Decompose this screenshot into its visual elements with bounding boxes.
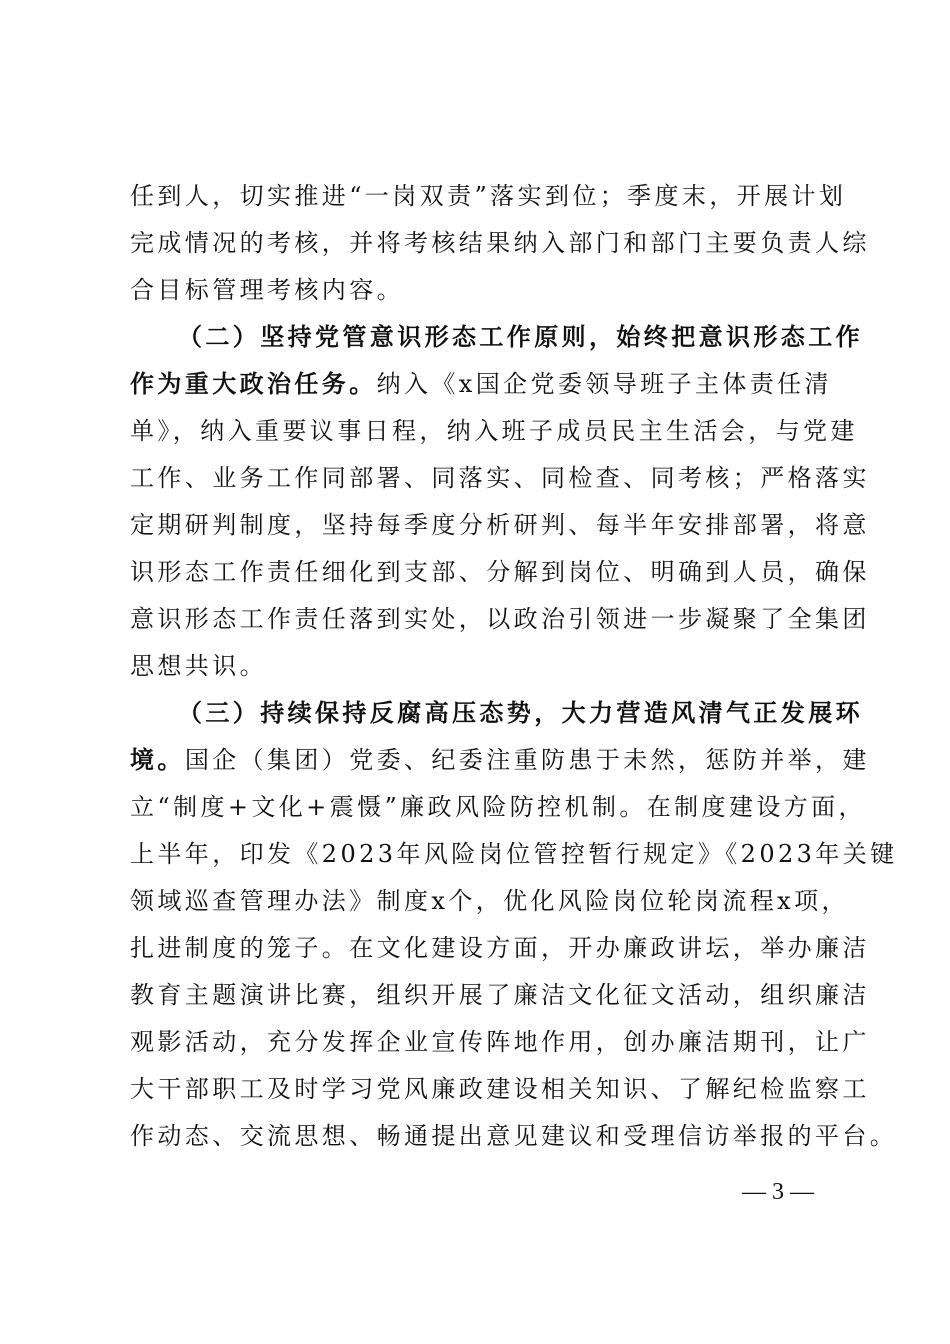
body-text: 国企（集团）党委、纪委注重防患于未然，惩防并举，建 (184, 746, 870, 774)
body-line: 教育主题演讲比赛，组织开展了廉洁文化征文活动，组织廉洁 (130, 981, 870, 1009)
body-line: 任到人，切实推进“一岗双责”落实到位；季度末，开展计划 (130, 182, 847, 210)
body-line: 扎进制度的笼子。在文化建设方面，开办廉政讲坛，举办廉洁 (130, 934, 870, 962)
body-line: 单》，纳入重要议事日程，纳入班子成员民主生活会，与党建 (130, 417, 858, 445)
body-text: 纳入《x国企党委领导班子主体责任清 (376, 370, 832, 398)
body-line: 定期研判制度，坚持每季度分析研判、每半年安排部署，将意 (130, 511, 870, 539)
body-line: 识形态工作责任细化到支部、分解到岗位、明确到人员，确保 (130, 558, 870, 586)
section-heading-continuation: 作为重大政治任务。 (130, 369, 377, 398)
body-line: 思想共识。 (130, 652, 267, 680)
body-line: 完成情况的考核，并将考核结果纳入部门和部门主要负责人综 (130, 229, 870, 257)
body-line (130, 745, 870, 775)
body-line: 领域巡查管理办法》制度x个，优化风险岗位轮岗流程x项， (130, 887, 849, 915)
page-number: — 3 — (742, 1179, 814, 1205)
section-heading: （三）持续保持反腐高压态势，大力营造风清气正发展环 (178, 698, 863, 727)
body-line: 意识形态工作责任落到实处，以政治引领进一步凝聚了全集团 (130, 605, 870, 633)
body-line: 作动态、交流思想、畅通提出意见建议和受理信访举报的平台。 (130, 1122, 898, 1150)
body-line: 上半年，印发《2023年风险岗位管控暂行规定》《2023年关键 (130, 840, 898, 868)
section-heading-continuation: 境。 (130, 745, 185, 774)
section-heading: （二）坚持党管意识形态工作原则，始终把意识形态工作 (178, 322, 863, 351)
body-line: 合目标管理考核内容。 (130, 276, 404, 304)
body-line: 立“制度+文化+震慑”廉政风险防控机制。在制度建设方面， (130, 793, 866, 821)
body-line: 观影活动，充分发挥企业宣传阵地作用，创办廉洁期刊，让广 (130, 1028, 870, 1056)
body-line: 大干部职工及时学习党风廉政建设相关知识、了解纪检监察工 (130, 1075, 870, 1103)
body-line: 工作、业务工作同部署、同落实、同检查、同考核；严格落实 (130, 464, 870, 492)
body-line (130, 369, 832, 399)
